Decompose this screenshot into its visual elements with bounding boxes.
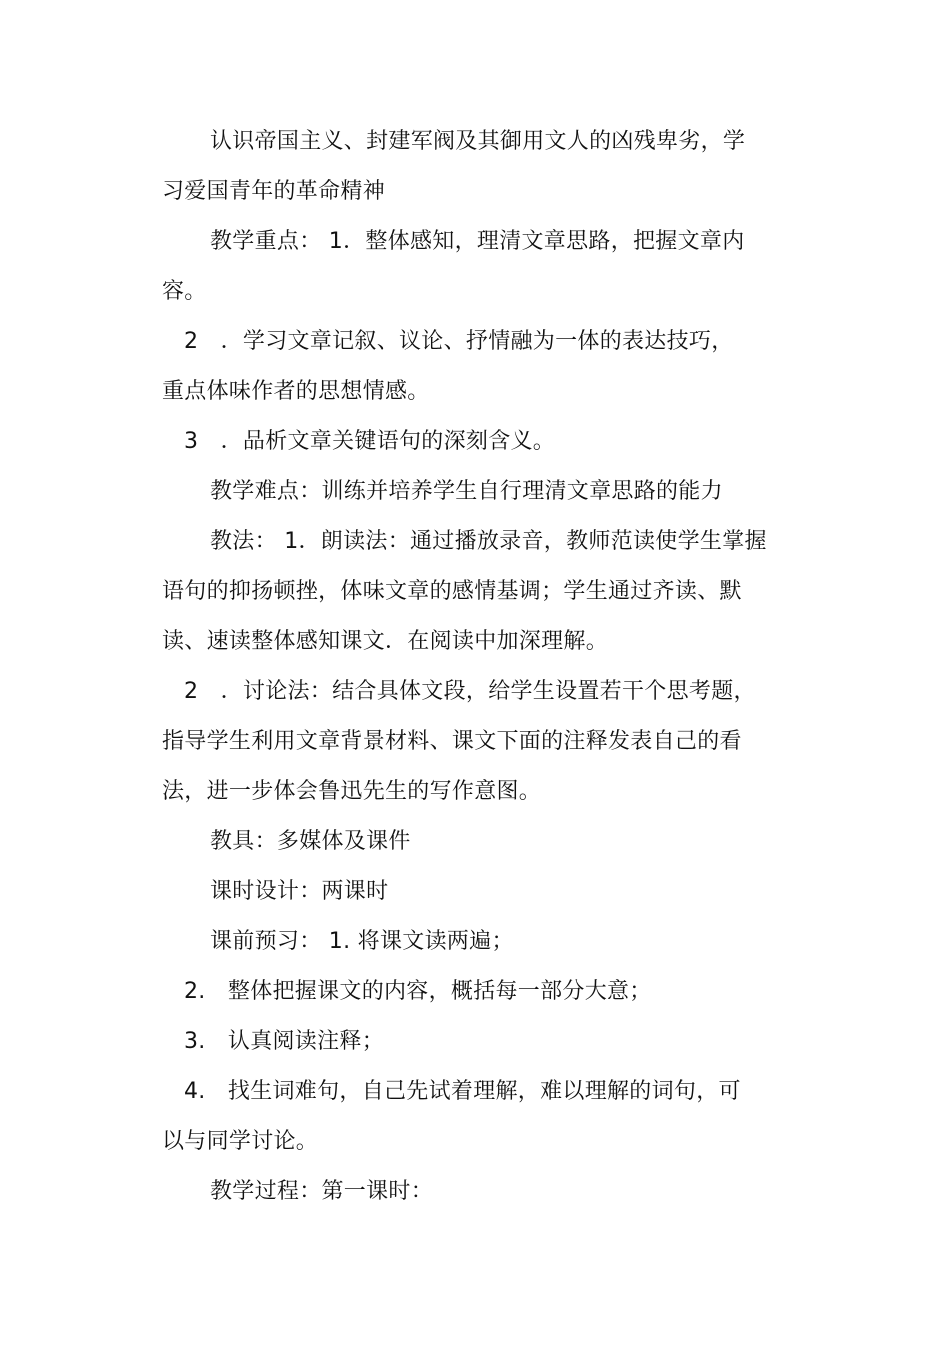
paragraph-line: 指导学生利用文章背景材料、课文下面的注释发表自己的看 <box>162 729 742 754</box>
list-item: 3. 认真阅读注释； <box>184 1029 384 1054</box>
paragraph-line: 重点体味作者的思想情感。 <box>162 379 430 404</box>
list-item: 3 ．品析文章关键语句的深刻含义。 <box>184 429 556 454</box>
paragraph-line: 容。 <box>162 279 207 304</box>
paragraph-line: 课前预习： 1. 将课文读两遍； <box>210 929 514 954</box>
paragraph-line: 认识帝国主义、封建军阀及其御用文人的凶残卑劣，学 <box>210 129 746 154</box>
paragraph-line: 法，进一步体会鲁迅先生的写作意图。 <box>162 779 542 804</box>
paragraph-line: 习爱国青年的革命精神 <box>162 179 386 204</box>
list-item: 4. 找生词难句，自己先试着理解，难以理解的词句，可 <box>184 1079 741 1104</box>
paragraph-line: 教学重点： 1．整体感知，理清文章思路，把握文章内 <box>210 229 745 254</box>
paragraph-line: 课时设计：两课时 <box>210 879 389 904</box>
paragraph-line: 教法： 1．朗读法：通过播放录音，教师范读使学生掌握 <box>210 529 767 554</box>
paragraph-line: 语句的抑扬顿挫，体味文章的感情基调；学生通过齐读、默 <box>162 579 742 604</box>
paragraph-line: 读、速读整体感知课文．在阅读中加深理解。 <box>162 629 609 654</box>
paragraph-line: 教具：多媒体及课件 <box>210 829 411 854</box>
list-item: 2 ．学习文章记叙、议论、抒情融为一体的表达技巧， <box>184 329 734 354</box>
paragraph-line: 教学过程：第一课时： <box>210 1179 434 1204</box>
list-item: 2 ．讨论法：结合具体文段，给学生设置若干个思考题， <box>184 679 756 704</box>
paragraph-line: 以与同学讨论。 <box>162 1129 319 1154</box>
paragraph-line: 教学难点：训练并培养学生自行理清文章思路的能力 <box>210 479 723 504</box>
list-item: 2. 整体把握课文的内容，概括每一部分大意； <box>184 979 652 1004</box>
